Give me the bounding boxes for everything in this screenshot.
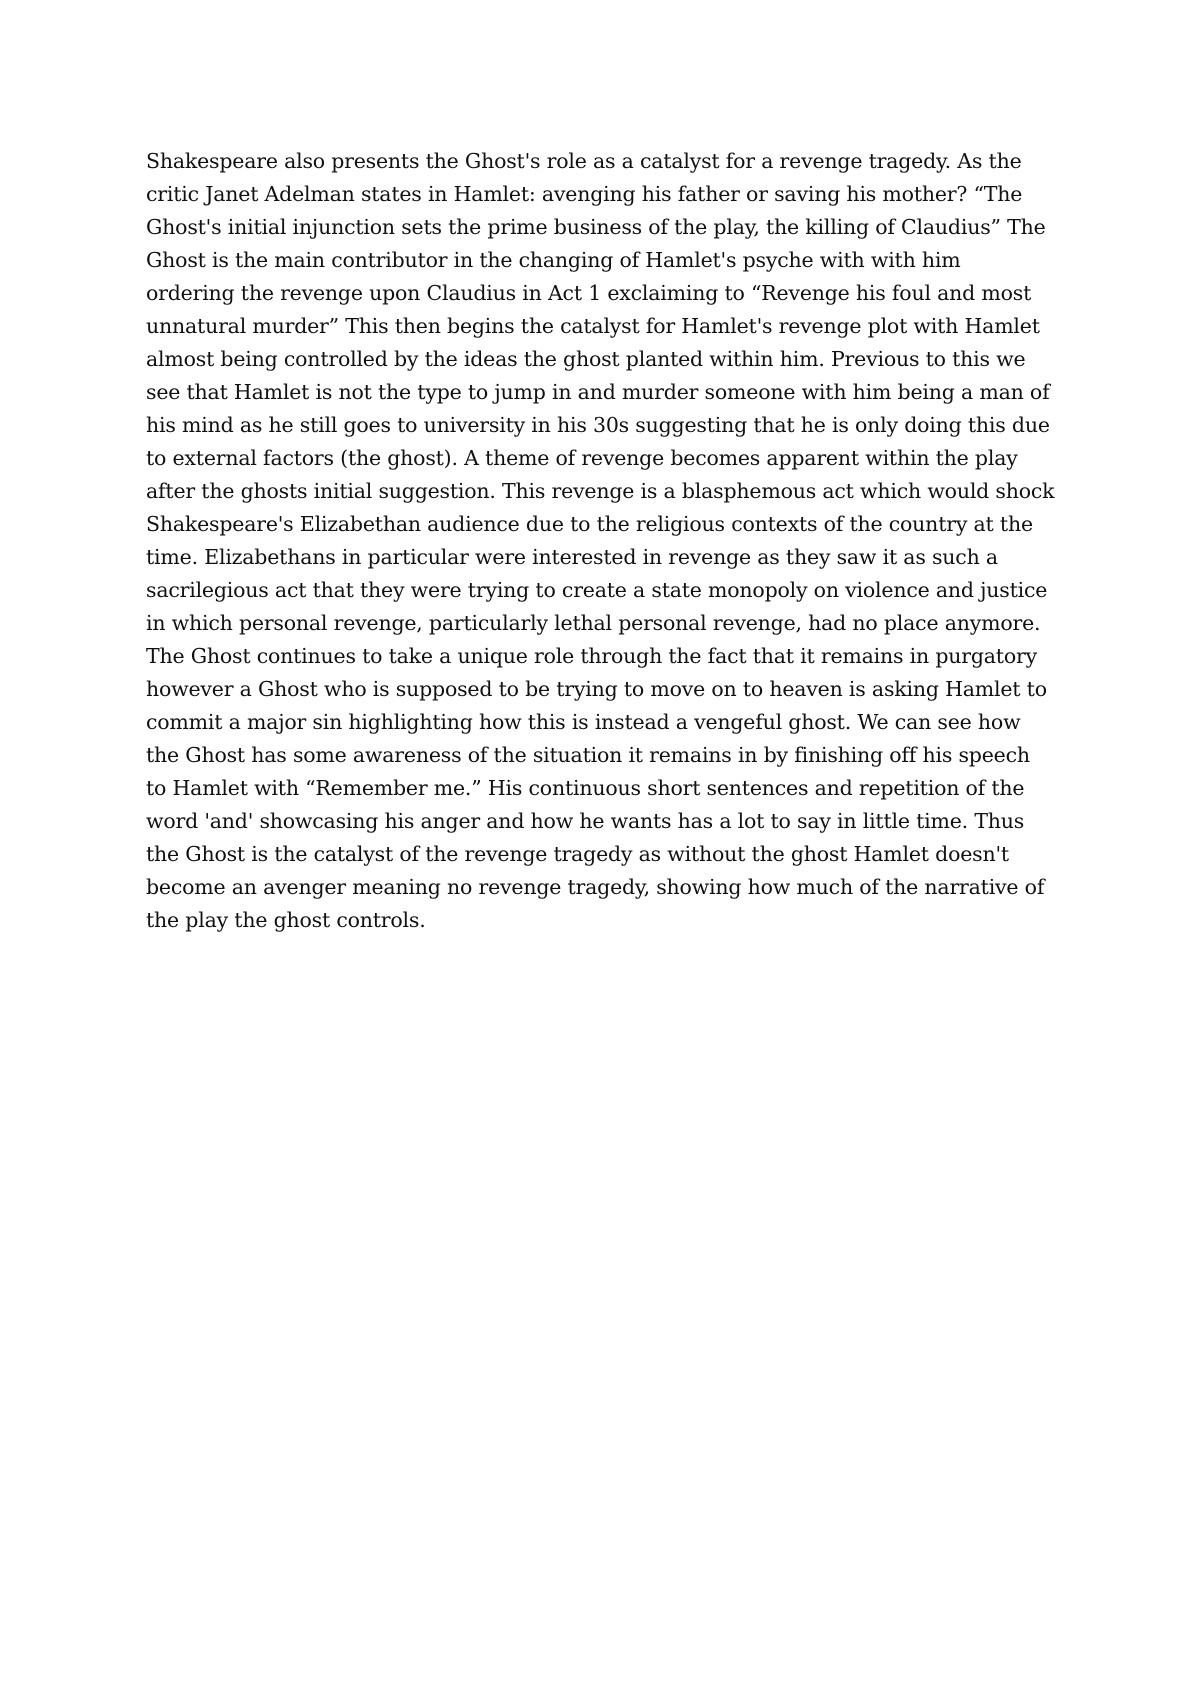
paragraph-line: Shakespeare also presents the Ghost's role as a catalyst for a revenge tragedy. As the xyxy=(146,149,1022,173)
paragraph-line: critic Janet Adelman states in Hamlet: avenging his father or saving his mother? “The xyxy=(146,182,1023,206)
paragraph-line: sacrilegious act that they were trying to create a state monopoly on violence and justice xyxy=(146,578,1048,602)
paragraph-line: Shakespeare's Elizabethan audience due to the religious contexts of the country at the xyxy=(146,512,1033,536)
paragraph-line: Ghost is the main contributor in the changing of Hamlet's psyche with with him xyxy=(146,248,961,272)
paragraph-line: see that Hamlet is not the type to jump in and murder someone with him being a man of xyxy=(146,380,1050,404)
paragraph-line: Ghost's initial injunction sets the prime business of the play, the killing of Claudius” The xyxy=(146,215,1046,239)
paragraph-line: the Ghost has some awareness of the situation it remains in by finishing off his speech xyxy=(146,743,1030,767)
paragraph-line: his mind as he still goes to university in his 30s suggesting that he is only doing this due xyxy=(146,413,1050,437)
paragraph-line: the play the ghost controls. xyxy=(146,908,426,932)
paragraph-line: commit a major sin highlighting how this is instead a vengeful ghost. We can see how xyxy=(146,710,1021,734)
paragraph-line: the Ghost is the catalyst of the revenge tragedy as without the ghost Hamlet doesn't xyxy=(146,842,1009,866)
paragraph-line: ordering the revenge upon Claudius in Act 1 exclaiming to “Revenge his foul and most xyxy=(146,281,1032,305)
paragraph-line: after the ghosts initial suggestion. This revenge is a blasphemous act which would shock xyxy=(146,479,1055,503)
paragraph-line: in which personal revenge, particularly lethal personal revenge, had no place anymore. xyxy=(146,611,1041,635)
paragraph-line: however a Ghost who is supposed to be trying to move on to heaven is asking Hamlet to xyxy=(146,677,1047,701)
paragraph-line: time. Elizabethans in particular were interested in revenge as they saw it as such a xyxy=(146,545,998,569)
paragraph-line: become an avenger meaning no revenge tragedy, showing how much of the narrative of xyxy=(146,875,1045,899)
paragraph-line: almost being controlled by the ideas the ghost planted within him. Previous to this we xyxy=(146,347,1026,371)
paragraph-line: unnatural murder” This then begins the catalyst for Hamlet's revenge plot with Hamlet xyxy=(146,314,1040,338)
paragraph-line: to external factors (the ghost). A theme of revenge becomes apparent within the play xyxy=(146,446,1018,470)
essay-paragraph xyxy=(146,145,1066,937)
paragraph-line: The Ghost continues to take a unique role through the fact that it remains in purgatory xyxy=(146,644,1037,668)
paragraph-line: to Hamlet with “Remember me.” His continuous short sentences and repetition of the xyxy=(146,776,1025,800)
paragraph-line: word 'and' showcasing his anger and how he wants has a lot to say in little time. Thus xyxy=(146,809,1025,833)
